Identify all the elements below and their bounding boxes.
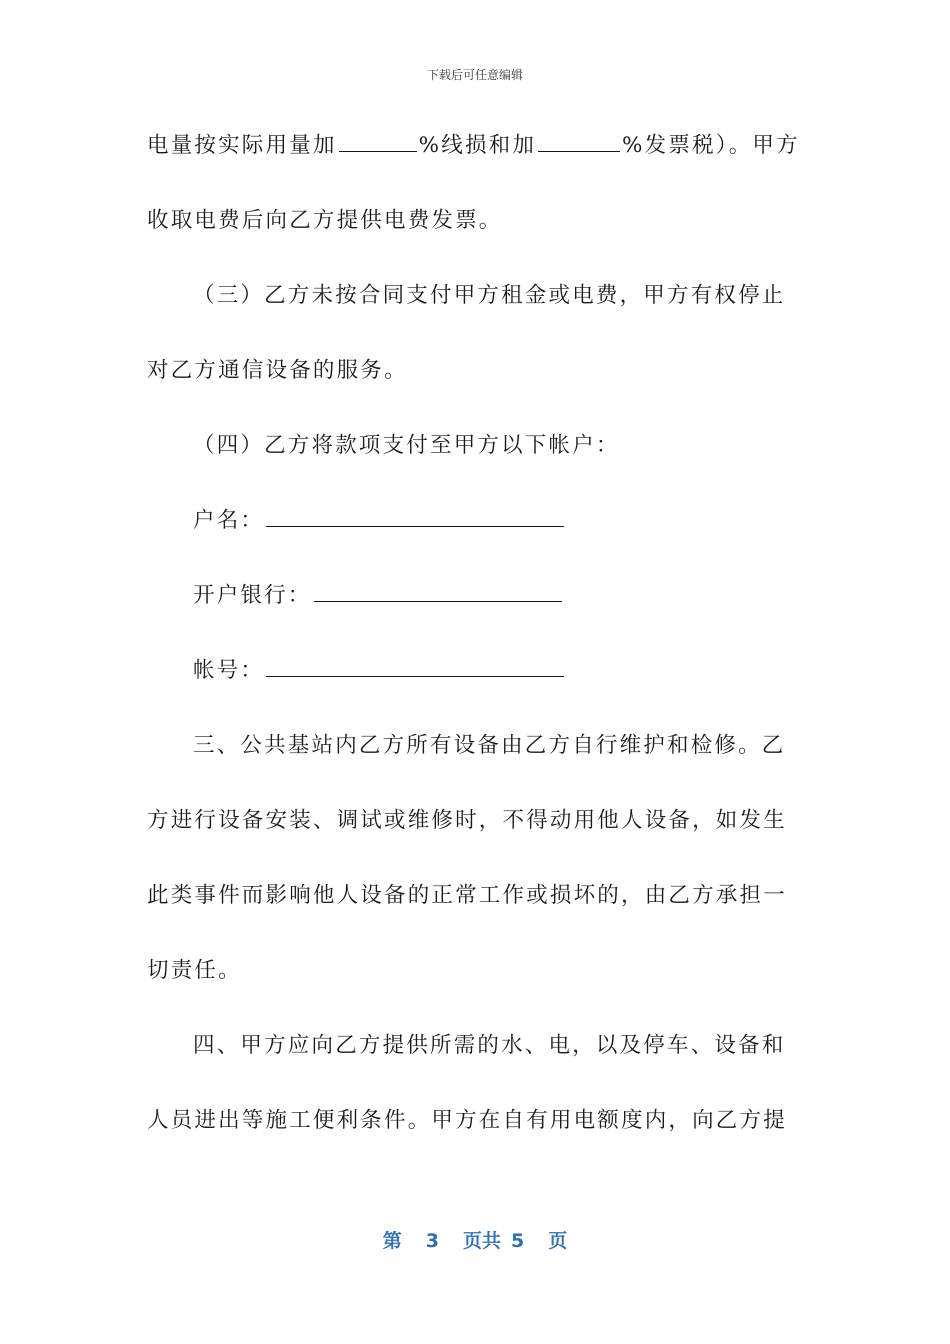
bank-line [147,570,789,645]
page-suffix: 页 [548,1230,568,1252]
page-header: 下载后可任意编辑 [426,68,523,82]
text-fragment: %线损和加 [418,133,537,158]
text-line: 人员进出等施工便利条件。甲方在自有用电额度内，向乙方提 [147,1108,787,1133]
text-line: （四）乙方将款项支付至甲方以下帐户： [193,433,620,458]
bank-blank[interactable] [314,581,562,602]
bank-label: 开户银行： [193,583,312,608]
page-prefix: 第 [382,1230,402,1252]
text-fragment: 电量按实际用量加 [147,133,337,158]
document-body [147,120,800,1170]
text-line [147,120,800,195]
page-footer [0,1226,950,1253]
current-page-number: 3 [425,1230,439,1252]
text-line: 收取电费后向乙方提供电费发票。 [147,208,503,233]
text-line: 四、甲方应向乙方提供所需的水、电，以及停车、设备和 [193,1033,786,1058]
text-line: 对乙方通信设备的服务。 [147,358,408,383]
page-middle: 页共 [462,1230,501,1252]
account-number-label: 帐号： [193,658,265,683]
text-line: 方进行设备安装、调试或维修时，不得动用他人设备，如发生 [147,808,787,833]
text-line: 三、公共基站内乙方所有设备由乙方自行维护和检修。乙 [193,733,786,758]
account-name-label: 户名： [193,508,265,533]
total-page-number: 5 [511,1230,525,1252]
account-number-line [147,645,789,720]
fill-blank-tax[interactable] [538,131,620,152]
account-number-blank[interactable] [266,656,564,677]
fill-blank-line-loss[interactable] [339,131,417,152]
text-line: 此类事件而影响他人设备的正常工作或损坏的，由乙方承担一 [147,883,787,908]
text-fragment: %发票税）。甲方 [622,133,800,158]
account-name-line [147,495,789,570]
text-line: （三）乙方未按合同支付甲方租金或电费，甲方有权停止 [193,283,786,308]
account-name-blank[interactable] [266,506,564,527]
text-line: 切责任。 [147,958,242,983]
